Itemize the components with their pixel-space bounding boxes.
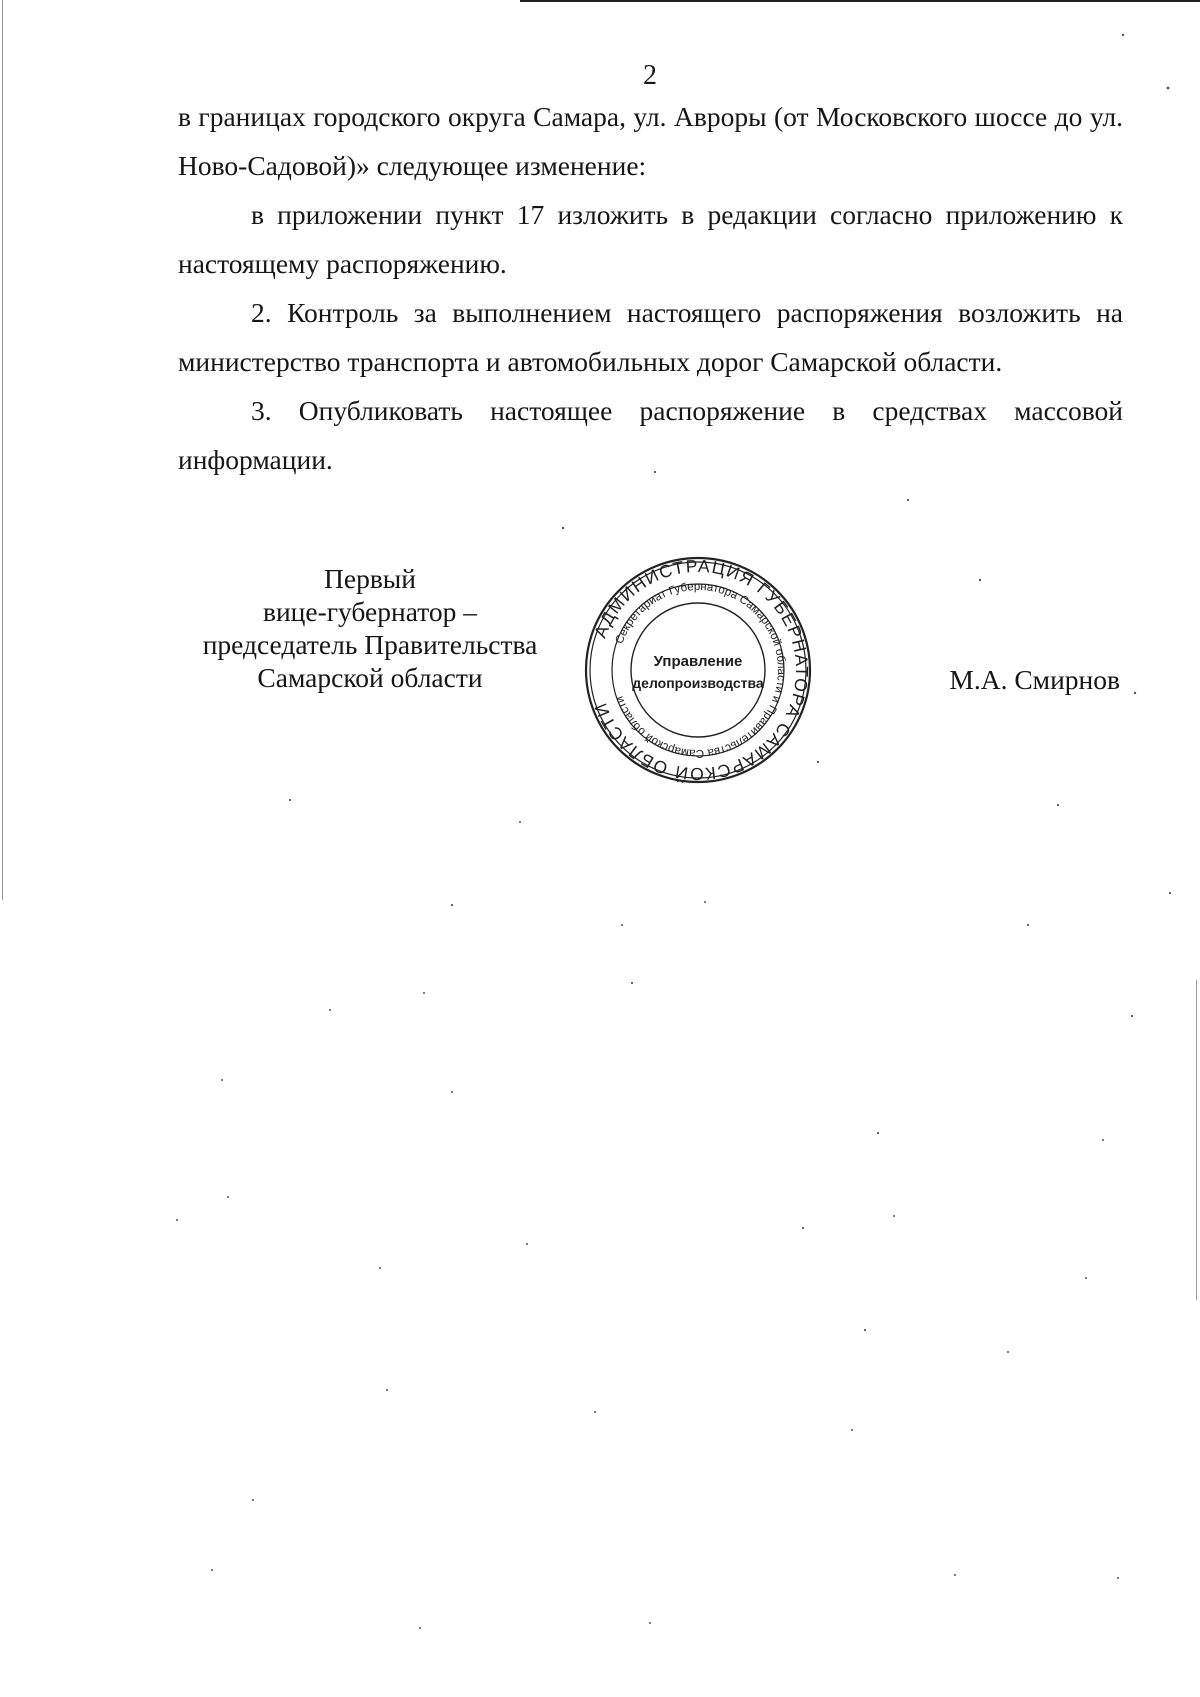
- signatory-name: М.А. Смирнов: [949, 664, 1120, 695]
- seal-outer-text: АДМИНИСТРАЦИЯ ГУБЕРНАТОРА САМАРСКОЙ ОБЛАСТИ: [589, 555, 813, 785]
- page-number: 2: [643, 60, 657, 91]
- scan-right-edge: [1196, 980, 1197, 1300]
- signatory-title-line: вице-губернатор –: [262, 596, 478, 627]
- seal-middle-text: Секретариат Губернатора Самарской области и Правительства Самарской области: [613, 580, 788, 760]
- seal-center-line: Управление: [653, 653, 743, 670]
- paragraph-control: 2. Контроль за выполнением настоящего распоряжения возложить на министерство транспорта и автомобильных дорог Самарской области.: [178, 297, 1123, 377]
- seal-graphic: [583, 555, 813, 785]
- signatory-title-line: Первый: [324, 563, 416, 594]
- official-seal: [583, 555, 813, 785]
- seal-inner-ring: [631, 603, 765, 737]
- signatory-title-line: председатель Правительства: [202, 629, 538, 660]
- paragraph-amendment: в приложении пункт 17 изложить в редакции согласно приложению к настоящему распоряжению.: [178, 199, 1123, 279]
- seal-center-line: делопроизводства: [632, 675, 764, 691]
- document-body: [178, 92, 1123, 484]
- paragraph-publish: 3. Опубликовать настоящее распоряжение в средствах массовой информации.: [178, 395, 1123, 475]
- scan-left-edge: [2, 0, 3, 900]
- signatory-title-line: Самарской области: [257, 662, 483, 693]
- signatory-title: [180, 562, 560, 694]
- paragraph-continuation: в границах городского округа Самара, ул. Авроры (от Московского шоссе до ул. Ново-Садовой)» следующее изменение:: [178, 101, 1123, 181]
- scan-top-rule: [520, 0, 1200, 2]
